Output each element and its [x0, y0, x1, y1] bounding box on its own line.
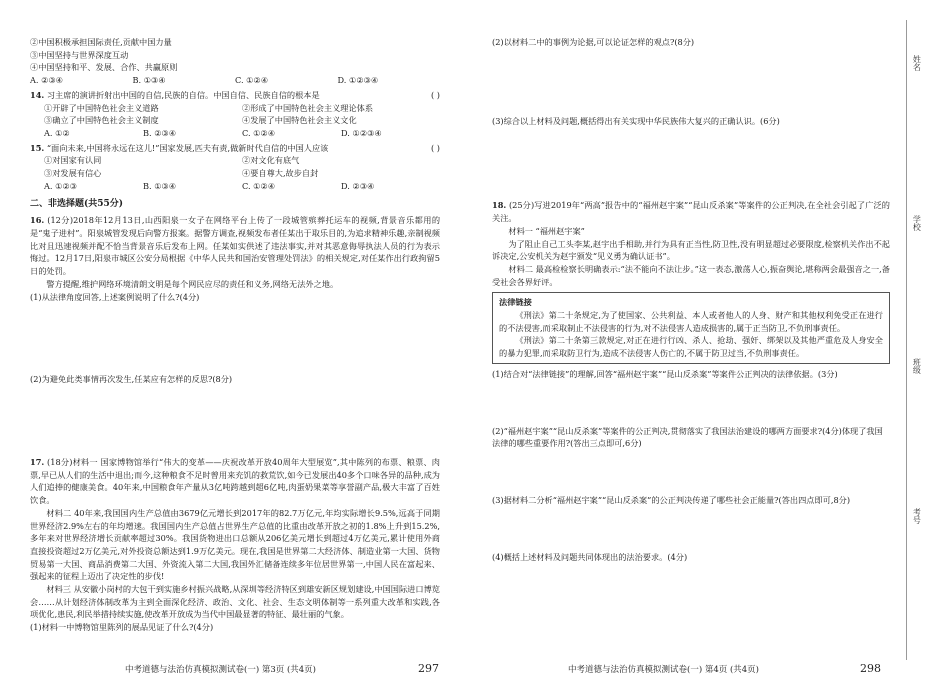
sub-question: (3)综合以上材料及问题,概括得出有关实现中华民族伟大复兴的正确认识。(6分) — [492, 115, 780, 126]
sub-question: (1)从法律角度回答,上述案例说明了什么?(4分) — [30, 291, 200, 302]
sub-question: (4)概括上述材料及问题共同体现出的法治要求。(4分) — [492, 551, 688, 562]
q14-items — [30, 102, 440, 127]
material-1: 为了阻止自己工头李某,赵宇出手相助,并行为具有正当性,防卫性,没有明显超过必要限度,检察机关作出不起诉决定,公安机关为赵宇颁发“见义勇为确认证书”。 — [492, 238, 890, 262]
side-label-school: 学校 — [912, 215, 922, 231]
side-label-name: 姓名 — [912, 55, 922, 71]
option: D. ①②③④ — [337, 75, 379, 86]
option: D. ①②③④ — [341, 127, 382, 138]
option: A. ②③④ — [30, 75, 64, 86]
page-footer: 中考道德与法治仿真模拟测试卷(一) 第3页 (共4页) — [125, 664, 316, 675]
option: B. ①③④ — [132, 75, 166, 86]
q13-options — [30, 74, 440, 87]
option: A. ①②③ — [44, 180, 78, 191]
option: B. ②③④ — [143, 127, 177, 138]
answer-space — [492, 507, 890, 551]
sub-question: (3)据材料二分析“福州赵宇案”“昆山反杀案”的公正判决传递了哪些社会正能量?(答出四点即可,8分) — [492, 494, 851, 505]
material-1: (18分)材料一 国家博物馆举行“伟大的变革——庆祝改革开放40周年大型展览”,其中陈列的布票、粮票、肉票,早已从人们的生活中退出;而今,这种粮食不足时曾用来充饥的救荒饮,如今已发展出40多个口味各异的品种,成为人们追捧的健康美食。40年来,中国粮食年产量从3亿吨跨越到超6亿吨,肉蛋奶果菜等享誉副产品,极大丰富了百姓饮食。 — [30, 457, 440, 506]
side-label-id: 考号 — [912, 508, 922, 524]
item: ①开辟了中国特色社会主义道路 — [44, 102, 159, 113]
question-number: 16. — [30, 215, 45, 226]
page-footer: 中考道德与法治仿真模拟测试卷(一) 第4页 (共4页) — [568, 664, 759, 675]
question-number: 17. — [30, 457, 45, 467]
answer-paren: ( ) — [431, 89, 440, 100]
material-2: 材料二 40年来,我国国内生产总值由3679亿元增长到2017年的82.7万亿元,年均实际增长9.5%,远高于同期世界经济2.9%左右的年均增速。我国国内生产总值占世界生产总值的比重由改革开放之初的1.8%上升到15.2%,多年来对世界经济增长贡献率超过30%。我国货物进出口总额从206亿美元增长到超过4万亿美元,累计使用外商直接投资超过2万亿美元,对外投资总额达到1.9万亿美元。现在,我国是世界第二大经济体、制造业第一大国、货物贸易第一大国、商品消费第二大国、外资流入第二大国,我国外汇储备连续多年位居世界第一,中国人民在富起来、强起来的征程上迈出了决定性的步伐! — [30, 507, 440, 582]
item: ④发展了中国特色社会主义文化 — [242, 115, 357, 126]
sub-question: (1)结合对“法律链接”的理解,回答“福州赵宇案”“昆山反杀案”等案件公正判决的法律依据。(3分) — [492, 368, 838, 379]
right-page — [492, 36, 890, 563]
material-2: 材料二 最高检检察长明确表示:“法不能向不法让步。”这一表态,激荡人心,振奋舆论,堪称两会最强音之一,备受社会各界好评。 — [492, 263, 890, 287]
question-number: 18. — [492, 200, 507, 211]
page-number: 297 — [418, 661, 439, 675]
answer-space — [30, 303, 440, 373]
side-label-class: 班级 — [912, 358, 922, 374]
item: ①对国家有认同 — [44, 155, 102, 166]
box-paragraph: 《刑法》第二十条规定,为了使国家、公共利益、本人或者他人的人身、财产和其他权利免受正在进行的不法侵害,而采取制止不法侵害的行为,对不法侵害人造成损害的,属于正当防卫,不负刑事责任。 — [499, 310, 883, 333]
question-17 — [30, 456, 440, 507]
question-text: “面向未来,中国将永远在这儿!”国家发展,匹夫有责,做新时代自信的中国人应该 — [46, 142, 329, 153]
box-paragraph: 《刑法》第二十条第三款规定,对正在进行行凶、杀人、抢劫、强奸、绑架以及其他严重危及人身安全的暴力犯罪,而采取防卫行为,造成不法侵害人伤亡的,不属于防卫过当,不负刑事责任。 — [499, 335, 883, 359]
question-18 — [492, 199, 890, 224]
law-link-box — [492, 292, 890, 364]
paragraph: 警方提醒,维护网络环境清朗文明是每个网民应尽的责任和义务,网络无法外之地。 — [46, 278, 339, 289]
material-3: 材料三 从安徽小岗村的大包干到实施乡村振兴战略,从深圳等经济特区到雄安新区规划建设,中国国际进口博览会……从计划经济体制改革为主到全面深化经济、政治、文化、社会、生态文明体制等一系列重大改革和实践,各项优化,患民,利民举措持续实施,使改革开放成为当代中国最显著的特征、最壮丽的气象。 — [30, 584, 440, 620]
page-number: 298 — [860, 661, 881, 675]
left-page — [30, 36, 440, 634]
sub-question: (2)为避免此类事情再次发生,任某应有怎样的反思?(8分) — [30, 374, 233, 385]
sub-question: (2)“福州赵宇案”“昆山反杀案”等案件的公正判决,贯彻落实了我国法治建设的哪两方面要求?(4分)体现了我国法律的哪些重要作用?(答出三点即可,6分) — [492, 425, 883, 449]
answer-space — [492, 127, 890, 199]
section-heading: 二、非选择题(共55分) — [30, 199, 124, 210]
question-text: (25分)写进2019年“两高”报告中的“福州赵宇案”“昆山反杀案”等案件的公正判决,在全社会引起了广泛的关注。 — [492, 200, 890, 224]
answer-space — [30, 386, 440, 456]
q13-item: ②中国积极承担国际责任,贡献中国力量 — [30, 37, 172, 47]
material-title: 材料一 “福州赵宇案” — [508, 225, 585, 236]
question-number: 14. — [30, 89, 45, 100]
option: C. ①②④ — [242, 127, 276, 138]
item: ②形成了中国特色社会主义理论体系 — [242, 102, 374, 113]
question-number: 15. — [30, 142, 45, 153]
answer-paren: ( ) — [431, 142, 440, 153]
box-title: 法律链接 — [499, 297, 532, 308]
answer-space — [492, 450, 890, 494]
question-text: (12分)2018年12月13日,山西阳泉一女子在网络平台上传了一段城管殡葬托运车的视频,背景音乐都用的是“鬼子进村”。阳泉城管发现后向警方报案。据警方调查,视频发布者任某出于取乐目的,为追求精神乐趣,亲制视频比对且迅速视频并配不恰当背景音乐后发布上网。任某如实供述了违法事实,并对其恶意侮辱执法人员的行为表示悔过。12月17日,阳泉市城区公安分局根据《中华人民共和国治安管理处罚法》的相关规定,对任某作出行政拘留5日的处罚。 — [30, 215, 441, 277]
option: D. ②③④ — [341, 180, 375, 191]
question-text: 习主席的演讲折射出中国的自信,民族的自信。中国自信、民族自信的根本是 — [46, 89, 320, 100]
item: ④要自尊大,故步自封 — [242, 168, 319, 179]
q14-options — [30, 127, 440, 140]
sub-question: (2)以材料二中的事例为论据,可以论证怎样的观点?(8分) — [492, 37, 695, 47]
answer-space — [492, 49, 890, 115]
q13-item: ③中国坚持与世界深度互动 — [30, 49, 129, 60]
q13-item: ④中国坚持和平、发展、合作、共赢原则 — [30, 62, 178, 73]
sub-question: (1)材料一中博物馆里陈列的展品见证了什么?(4分) — [30, 622, 214, 633]
item: ②对文化有底气 — [242, 155, 300, 166]
binding-line — [906, 20, 907, 660]
option: B. ①③④ — [143, 180, 177, 191]
option: C. ①②④ — [242, 180, 276, 191]
question-15 — [30, 142, 440, 155]
question-16 — [30, 214, 440, 278]
answer-space — [492, 381, 890, 425]
option: A. ①② — [44, 127, 70, 138]
item: ③确立了中国特色社会主义制度 — [44, 115, 159, 126]
q15-options — [30, 180, 440, 193]
question-14 — [30, 89, 440, 102]
q15-items — [30, 154, 440, 179]
option: C. ①②④ — [235, 75, 269, 86]
item: ③对发展有信心 — [44, 168, 102, 179]
